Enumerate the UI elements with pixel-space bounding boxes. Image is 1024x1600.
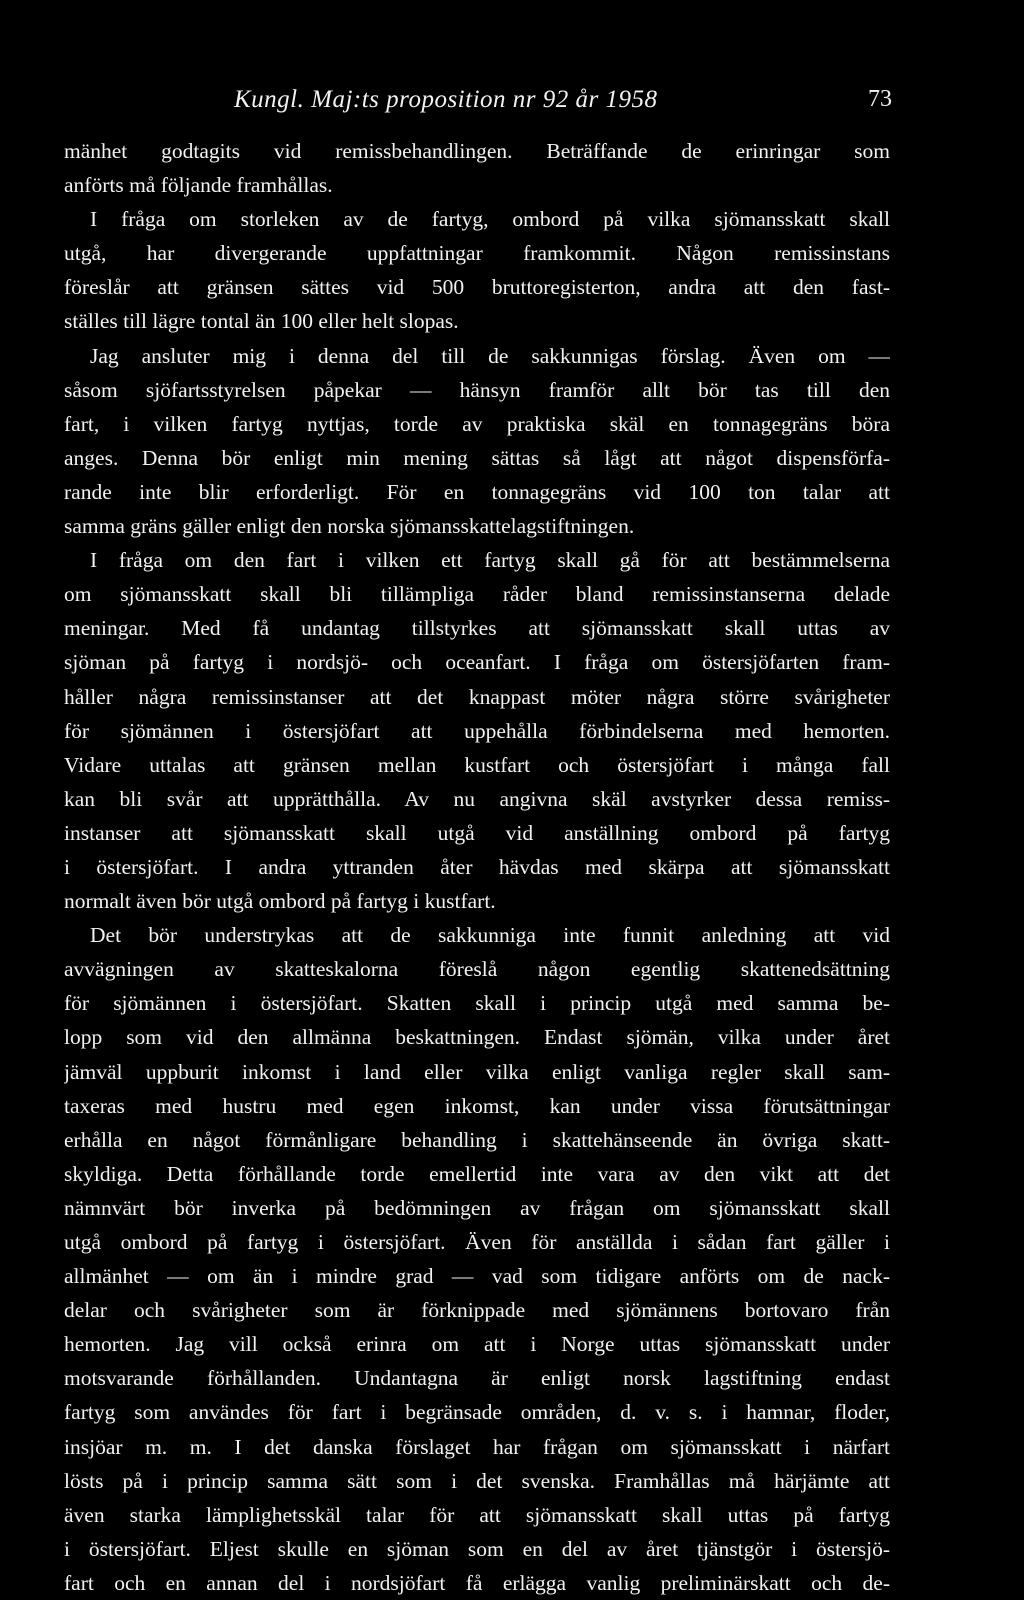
- text-line: även starka lämplighetsskäl talar för att sjömansskatt skall uttas på fartyg: [64, 1502, 890, 1527]
- text-line: taxeras med hustru med egen inkomst, kan under vissa förutsättningar: [64, 1093, 890, 1118]
- text-line: instanser att sjömansskatt skall utgå vid anställning ombord på fartyg: [64, 820, 890, 845]
- text-line: motsvarande förhållanden. Undantagna är enligt norsk lagstiftning endast: [64, 1366, 890, 1391]
- text-line: allmänhet — om än i mindre grad — vad som tidigare anförts om de nack-: [64, 1264, 890, 1289]
- text-line: om sjömansskatt skall bli tillämpliga råder bland remissinstanserna delade: [64, 582, 890, 607]
- running-header: [62, 86, 892, 120]
- text-line: fart och en annan del i nordsjöfart få erlägga vanlig preliminärskatt och de-: [64, 1570, 890, 1595]
- text-line: för sjömännen i östersjöfart att uppehålla förbindelserna med hemorten.: [64, 718, 890, 743]
- header-title: Kungl. Maj:ts proposition nr 92 år 1958: [234, 86, 658, 113]
- text-line: håller några remissinstanser att det knappast möter några större svårigheter: [64, 684, 890, 709]
- text-line: Vidare uttalas att gränsen mellan kustfart och östersjöfart i många fall: [64, 752, 890, 777]
- text-line: nämnvärt bör inverka på bedömningen av frågan om sjömansskatt skall: [64, 1195, 890, 1220]
- text-line: såsom sjöfartsstyrelsen påpekar — hänsyn framför allt bör tas till den: [64, 377, 890, 402]
- text-line: delar och svårigheter som är förknippade med sjömännens bortovaro från: [64, 1298, 890, 1323]
- text-line: samma gräns gäller enligt den norska sjömansskattelagstiftningen.: [64, 514, 635, 539]
- text-line: i östersjöfart. Eljest skulle en sjöman som en del av året tjänstgör i östersjö-: [64, 1536, 890, 1561]
- body-text: [64, 134, 890, 1600]
- text-line: normalt även bör utgå ombord på fartyg i kustfart.: [64, 889, 496, 914]
- text-line: fart, i vilken fartyg nyttjas, torde av praktiska skäl en tonnagegräns böra: [64, 411, 890, 436]
- text-line: insjöar m. m. I det danska förslaget har frågan om sjömansskatt i närfart: [64, 1434, 890, 1459]
- text-line: skyldiga. Detta förhållande torde emellertid inte vara av den vikt att det: [64, 1161, 890, 1186]
- text-line: anges. Denna bör enligt min mening sättas så lågt att något dispensförfa-: [64, 445, 890, 470]
- text-line: föreslår att gränsen sättes vid 500 bruttoregisterton, andra att den fast-: [64, 275, 890, 300]
- text-line: rande inte blir erforderligt. För en tonnagegräns vid 100 ton talar att: [64, 479, 890, 504]
- text-line: meningar. Med få undantag tillstyrkes att sjömansskatt skall uttas av: [64, 616, 890, 641]
- text-line: fartyg som användes för fart i begränsade områden, d. v. s. i hamnar, floder,: [64, 1400, 890, 1425]
- text-line: erhålla en något förmånligare behandling i skattehänseende än övriga skatt-: [64, 1127, 890, 1152]
- text-line: anförts må följande framhållas.: [64, 173, 333, 198]
- text-line: lopp som vid den allmänna beskattningen. Endast sjömän, vilka under året: [64, 1025, 890, 1050]
- text-line: utgå, har divergerande uppfattningar framkommit. Någon remissinstans: [64, 241, 890, 266]
- text-line: sjöman på fartyg i nordsjö- och oceanfart. I fråga om östersjöfarten fram-: [64, 650, 890, 675]
- text-line: i östersjöfart. I andra yttranden åter hävdas med skärpa att sjömansskatt: [64, 854, 890, 879]
- text-line: avvägningen av skatteskalorna föreslå någon egentlig skattenedsättning: [64, 957, 890, 982]
- text-line: kan bli svår att upprätthålla. Av nu angivna skäl avstyrker dessa remiss-: [64, 786, 890, 811]
- text-line: mänhet godtagits vid remissbehandlingen. Beträffande de erinringar som: [64, 139, 890, 163]
- text-line: I fråga om den fart i vilken ett fartyg skall gå för att bestämmelserna: [90, 548, 890, 573]
- text-line: lösts på i princip samma sätt som i det svenska. Framhållas må härjämte att: [64, 1468, 890, 1493]
- text-line: ställes till lägre tontal än 100 eller helt slopas.: [64, 309, 459, 334]
- text-line: Det bör understrykas att de sakkunniga inte funnit anledning att vid: [90, 923, 890, 948]
- page-number: 73: [868, 86, 892, 112]
- text-line: utgå ombord på fartyg i östersjöfart. Även för anställda i sådan fart gäller i: [64, 1230, 890, 1254]
- text-line: I fråga om storleken av de fartyg, ombord på vilka sjömansskatt skall: [90, 207, 890, 232]
- text-line: hemorten. Jag vill också erinra om att i Norge uttas sjömansskatt under: [64, 1332, 890, 1357]
- text-line: jämväl uppburit inkomst i land eller vilka enligt vanliga regler skall sam-: [64, 1059, 890, 1084]
- text-line: för sjömännen i östersjöfart. Skatten skall i princip utgå med samma be-: [64, 991, 890, 1016]
- text-line: Jag ansluter mig i denna del till de sakkunnigas förslag. Även om —: [90, 343, 890, 368]
